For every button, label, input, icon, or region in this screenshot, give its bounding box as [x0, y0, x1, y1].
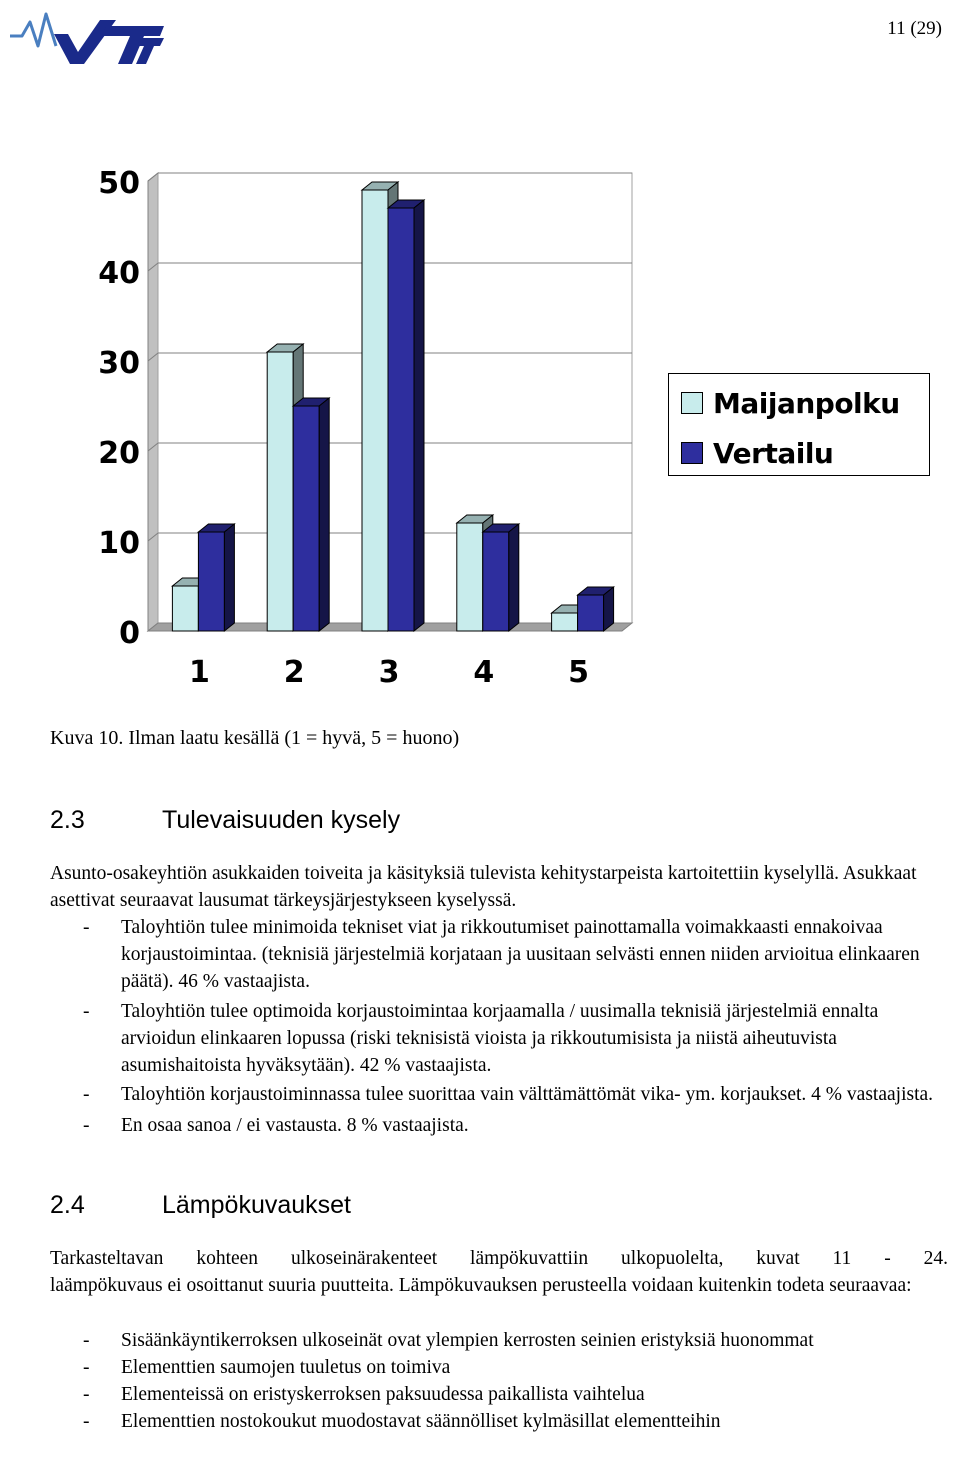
- list-item-text: Taloyhtiön korjaustoiminnassa tulee suorittaa vain välttämättömät vika- ym. korjaukset. 4 % vastaajista.: [121, 1084, 934, 1105]
- bar-vertailu-1: [198, 532, 224, 631]
- y-tick-label: 20: [98, 436, 140, 471]
- legend-swatch-maijanpolku: [681, 392, 703, 414]
- bar-side-vertailu-1: [224, 524, 234, 631]
- section-number: 2.4: [50, 1191, 85, 1219]
- paragraph: [50, 860, 948, 914]
- paragraph-text: Asukkaat asettivat seuraavat lausumat tärkeysjärjestykseen kyselyssä.: [50, 863, 917, 911]
- bar-side-vertailu-3: [414, 200, 424, 631]
- chart-legend: [668, 373, 930, 476]
- bar-side-vertailu-2: [319, 398, 329, 631]
- paragraph: [50, 1245, 948, 1299]
- section-heading-2-4: [50, 1191, 351, 1220]
- list-item-text: Taloyhtiön tulee optimoida korjaustoimintaa korjaamalla / uusimalla teknisiä järjestelmiä ennalta arvioidun elinkaaren lopussa (riski teknisistä vioista ja rikkoutumisista ja niistä aiheutuvista asumishaitoista hyväksytään). 42 % vastaajista.: [121, 1001, 879, 1076]
- x-tick-label: 1: [188, 655, 210, 690]
- paragraph-text: laämpökuvaus ei osoittanut suuria puutteita. Lämpökuvauksen perusteella voidaan kuitenkin todeta seuraavaa:: [50, 1275, 912, 1296]
- list-dash: -: [83, 1384, 90, 1405]
- list-item-text: Elementtien saumojen tuuletus on toimiva: [121, 1357, 451, 1378]
- section-number: 2.3: [50, 806, 85, 834]
- page-number: 11 (29): [887, 18, 942, 39]
- y-tick-label: 40: [98, 256, 140, 291]
- figure-caption: Kuva 10. Ilman laatu kesällä (1 = hyvä, 5 = huono): [50, 727, 460, 749]
- list-dash: -: [83, 1357, 90, 1378]
- legend-label-vertailu: Vertailu: [713, 436, 834, 470]
- bullet-list: [50, 914, 948, 1141]
- bar-side-vertailu-4: [509, 524, 519, 631]
- section-title: Tulevaisuuden kysely: [162, 806, 401, 834]
- bullet-list: [50, 1327, 948, 1435]
- list-item: [50, 1354, 948, 1381]
- vtt-logo: [8, 6, 164, 66]
- bar-vertailu-5: [578, 595, 604, 631]
- x-tick-label: 4: [473, 655, 495, 690]
- bar-vertailu-2: [293, 406, 319, 631]
- y-tick-label: 50: [98, 166, 140, 201]
- bar-vertailu-3: [388, 208, 414, 631]
- legend-item-vertailu: [681, 438, 833, 468]
- list-dash: -: [83, 1001, 90, 1022]
- x-tick-label: 3: [378, 655, 400, 690]
- list-dash: -: [83, 1115, 90, 1136]
- bar-maijanpolku-2: [267, 352, 293, 631]
- x-tick-label: 2: [283, 655, 305, 690]
- list-item: [50, 1112, 948, 1139]
- list-item: [50, 998, 948, 1079]
- chart-side-wall: [148, 173, 158, 631]
- list-item: [50, 1081, 948, 1108]
- y-tick-label: 30: [98, 346, 140, 381]
- legend-item-maijanpolku: [681, 388, 900, 418]
- x-tick-label: 5: [568, 655, 590, 690]
- bar-maijanpolku-3: [362, 190, 388, 631]
- legend-label-maijanpolku: Maijanpolku: [713, 386, 900, 420]
- list-item: [50, 1327, 948, 1354]
- bar-maijanpolku-4: [457, 523, 483, 631]
- bar-maijanpolku-1: [172, 586, 198, 631]
- bar-maijanpolku-5: [552, 613, 578, 631]
- list-item-text: Taloyhtiön tulee minimoida tekniset viat ja rikkoutumiset painottamalla voimakkaasti ennakoivaa korjaustoimintaa. (teknisiä järjestelmiä korjataan ja uusitaan selvästi ennen niiden arvioitua elinkaaren päätä). 46 % vastaajista.: [121, 917, 920, 992]
- list-item: [50, 1408, 948, 1435]
- bar-vertailu-4: [483, 532, 509, 631]
- paragraph-text: Tarkasteltavan kohteen ulkoseinärakenteet lämpökuvattiin ulkopuolelta, kuvat 11 - 24.: [50, 1248, 948, 1269]
- list-dash: -: [83, 1084, 90, 1105]
- list-item-text: Elementtien nostokoukut muodostavat säännölliset kylmäsillat elementteihin: [121, 1411, 721, 1432]
- list-item: [50, 1381, 948, 1408]
- bar-side-vertailu-5: [604, 587, 614, 631]
- section-heading-2-3: [50, 806, 400, 835]
- list-dash: -: [83, 1330, 90, 1351]
- y-tick-label: 0: [119, 616, 140, 651]
- section-title: Lämpökuvaukset: [162, 1191, 352, 1219]
- list-dash: -: [83, 1411, 90, 1432]
- list-item-text: Sisäänkäyntikerroksen ulkoseinät ovat ylempien kerrosten seinien eristyksiä huonommat: [121, 1330, 814, 1351]
- paragraph-text: Asunto-osakeyhtiön asukkaiden toiveita ja käsityksiä tulevista kehitystarpeista kartoitettiin kyselyllä.: [50, 863, 840, 884]
- y-tick-label: 10: [98, 526, 140, 561]
- list-item-text: Elementeissä on eristyskerroksen paksuudessa paikallista vaihtelua: [121, 1384, 645, 1405]
- legend-swatch-vertailu: [681, 442, 703, 464]
- list-item: [50, 914, 948, 995]
- list-item-text: En osaa sanoa / ei vastausta. 8 % vastaajista.: [121, 1115, 469, 1136]
- list-dash: -: [83, 917, 90, 938]
